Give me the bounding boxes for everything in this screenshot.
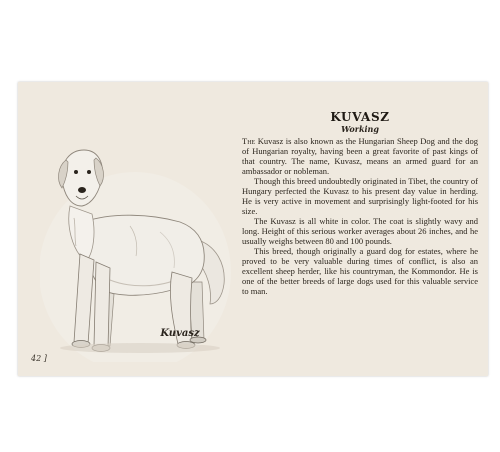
- breed-card: [18, 82, 488, 376]
- paragraph: [242, 136, 478, 176]
- paragraph: The Kuvasz is all white in color. The coat is slightly wavy and long. Height of this serious worker averages about 26 inches, and he usually weighs between 80 and 100 pounds.: [242, 216, 478, 246]
- paragraph-text: Kuvasz is also known as the Hungarian Sheep Dog and the dog of Hungarian royalty, having been a great favorite of past kings of that country. The name, Kuvasz, means an armed guard for an ambassador or nobleman.: [242, 136, 478, 176]
- breed-group: Working: [341, 124, 379, 134]
- paragraph: This breed, though originally a guard dog for estates, where he proved to be very valuable during times of conflict, is also an excellent sheep herder, like his countryman, the Kommondor. He is one of the better breeds of large dogs used for this valuable service to man.: [242, 246, 478, 296]
- illustration-caption: Kuvasz: [160, 328, 200, 339]
- intro-lead: The: [242, 136, 256, 146]
- breed-title: KUVASZ: [330, 110, 390, 124]
- page-number: 42 ]: [31, 354, 47, 363]
- breed-description: [242, 136, 478, 296]
- paragraph: Though this breed undoubtedly originated in Tibet, the country of Hungary perfected the Kuvasz to his present day value in herding. He is very active in movement and surprisingly light-footed for his size.: [242, 176, 478, 216]
- kuvasz-dog-illustration: [40, 122, 240, 362]
